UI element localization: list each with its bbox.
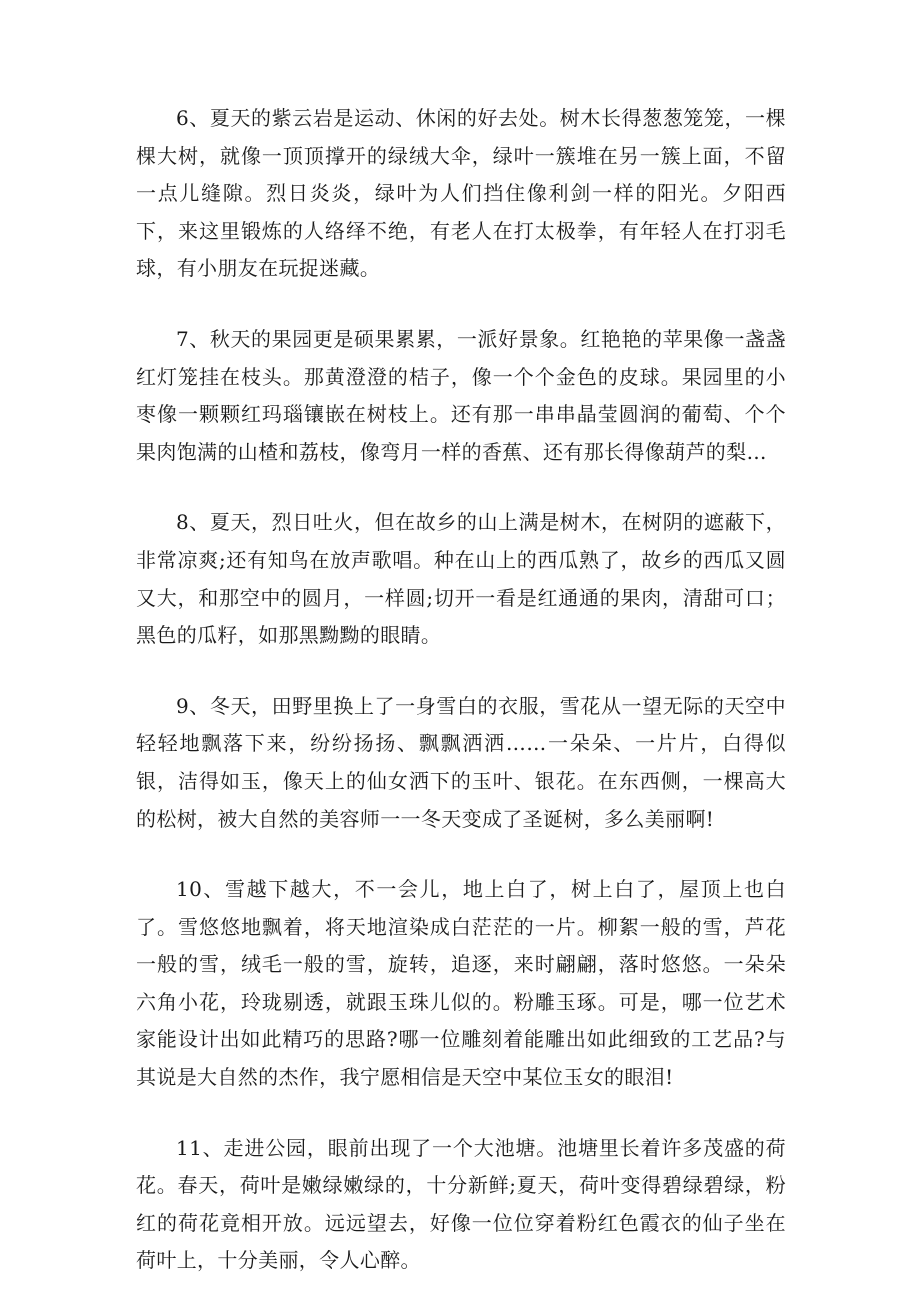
paragraph-11: 11、走进公园，眼前出现了一个大池塘。池塘里长着许多茂盛的荷花。春天，荷叶是嫩绿嫩绿的，十分新鲜;夏天，荷叶变得碧绿碧绿，粉红的荷花竟相开放。远远望去，好像一位位穿着粉红色霞衣的仙子坐在荷叶上，十分美丽，令人心醉。 [136, 1135, 786, 1273]
document-body [136, 100, 786, 1313]
paragraph-6: 6、夏天的紫云岩是运动、休闲的好去处。树木长得葱葱笼笼，一棵棵大树，就像一顶顶撑开的绿绒大伞，绿叶一簇堆在另一簇上面，不留一点儿缝隙。烈日炎炎，绿叶为人们挡住像利剑一样的阳光。夕阳西下，来这里锻炼的人络绎不绝，有老人在打太极拳，有年轻人在打羽毛球，有小朋友在玩捉迷藏。 [136, 106, 786, 281]
paragraph-10: 10、雪越下越大，不一会儿，地上白了，树上白了，屋顶上也白了。雪悠悠地飘着，将天地渲染成白茫茫的一片。柳絮一般的雪，芦花一般的雪，绒毛一般的雪，旋转，追逐，来时翩翩，落时悠悠。一朵朵六角小花，玲珑剔透，就跟玉珠儿似的。粉雕玉琢。可是，哪一位艺术家能设计出如此精巧的思路?哪一位雕刻着能雕出如此细致的工艺品?与其说是大自然的杰作，我宁愿相信是天空中某位玉女的眼泪! [136, 877, 786, 1090]
paragraph-7: 7、秋天的果园更是硕果累累，一派好景象。红艳艳的苹果像一盏盏红灯笼挂在枝头。那黄澄澄的桔子，像一个个金色的皮球。果园里的小枣像一颗颗红玛瑙镶嵌在树枝上。还有那一串串晶莹圆润的葡萄、个个果肉饱满的山楂和荔枝，像弯月一样的香蕉、还有那长得像葫芦的梨… [136, 326, 786, 464]
paragraph-9: 9、冬天，田野里换上了一身雪白的衣服，雪花从一望无际的天空中轻轻地飘落下来，纷纷扬扬、飘飘洒洒……一朵朵、一片片，白得似银，洁得如玉，像天上的仙女洒下的玉叶、银花。在东西侧，一棵高大的松树，被大自然的美容师一一冬天变成了圣诞树，多么美丽啊! [136, 693, 786, 831]
paragraph-8: 8、夏天，烈日吐火，但在故乡的山上满是树木，在树阴的遮蔽下，非常凉爽;还有知鸟在放声歌唱。种在山上的西瓜熟了，故乡的西瓜又圆又大，和那空中的圆月，一样圆;切开一看是红通通的果肉，清甜可口；黑色的瓜籽，如那黑黝黝的眼睛。 [136, 510, 786, 648]
